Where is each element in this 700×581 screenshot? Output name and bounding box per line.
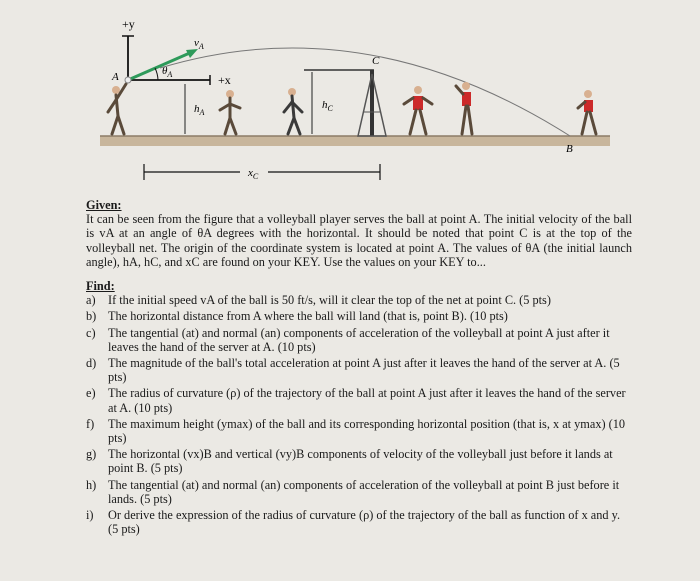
find-item-text: The magnitude of the ball's total acceleration at point A just after it leaves the hand of the server at A. (5 pts) bbox=[108, 356, 620, 385]
point-b-label: B bbox=[566, 143, 573, 155]
find-item bbox=[86, 447, 632, 475]
plus-x-label: +x bbox=[218, 73, 231, 87]
find-list bbox=[86, 293, 632, 536]
given-paragraph: It can be seen from the figure that a volleyball player serves the ball at point A. The initial velocity of the ball is vA at an angle of θA degrees with the horizontal. It should be noted that point C is at the top of the volleyball net. The origin of the coordinate system is located at point A. The values of θA (the initial launch angle), hA, hC, and xC are found on your KEY. Use the values on your KEY to... bbox=[86, 212, 632, 269]
distance-c-label: $x_C$ bbox=[248, 167, 259, 181]
find-item-text: If the initial speed vA of the ball is 50 ft/s, will it clear the top of the net at point C. (5 pts) bbox=[108, 293, 551, 308]
velocity-arrow-head bbox=[186, 49, 198, 58]
find-item bbox=[86, 309, 632, 323]
find-item bbox=[86, 417, 632, 445]
problem-text bbox=[86, 198, 632, 538]
find-item-label: e) bbox=[86, 386, 96, 401]
find-item-text: The horizontal (vx)B and vertical (vy)B components of velocity of the volleyball just before it lands at point B. (5 pts) bbox=[108, 447, 613, 476]
find-item bbox=[86, 508, 632, 536]
player-4 bbox=[404, 86, 432, 134]
find-item-text: Or derive the expression of the radius of curvature (ρ) of the trajectory of the ball as function of x and y. (5 pts) bbox=[108, 508, 621, 537]
find-heading: Find: bbox=[86, 279, 115, 294]
find-item-label: a) bbox=[86, 293, 96, 308]
player-5 bbox=[456, 82, 472, 134]
velocity-arrow bbox=[128, 52, 192, 80]
find-item bbox=[86, 293, 632, 307]
find-item-text: The maximum height (ymax) of the ball and its corresponding horizontal position (that is, x at ymax) (10 pts) bbox=[108, 416, 626, 446]
find-item-label: d) bbox=[86, 356, 97, 371]
angle-label: $\theta_A$ bbox=[162, 65, 173, 79]
find-item-label: b) bbox=[86, 309, 97, 324]
find-item-label: c) bbox=[86, 325, 96, 340]
find-item bbox=[86, 386, 632, 414]
find-item-label: f) bbox=[86, 416, 95, 431]
find-item bbox=[86, 356, 632, 384]
find-item-label: i) bbox=[86, 508, 94, 523]
player-3 bbox=[284, 88, 302, 134]
plus-y-label: +y bbox=[122, 17, 135, 31]
find-item-text: The tangential (at) and normal (an) components of acceleration of the volleyball at point A just after it leaves the hand of the server at A. (10 pts) bbox=[108, 325, 610, 354]
point-a-label: A bbox=[112, 71, 119, 83]
angle-arc bbox=[155, 68, 158, 80]
player-6 bbox=[578, 90, 596, 134]
find-item-text: The tangential (at) and normal (an) components of acceleration of the volleyball at point B just before it lands. (5 pts) bbox=[108, 477, 620, 506]
find-item-label: g) bbox=[86, 447, 97, 462]
find-item-label: h) bbox=[86, 477, 97, 492]
ball-trajectory bbox=[160, 48, 570, 136]
floor bbox=[100, 136, 610, 146]
find-item bbox=[86, 326, 632, 354]
velocity-label: $v_A$ bbox=[194, 37, 204, 51]
point-c-label: C bbox=[372, 55, 380, 67]
find-item-text: The horizontal distance from A where the ball will land (that is, point B). (10 pts) bbox=[108, 309, 508, 324]
volleyball-serve-figure bbox=[100, 8, 620, 198]
height-c-label: $h_C$ bbox=[322, 99, 333, 113]
server-player bbox=[108, 77, 131, 134]
find-item bbox=[86, 478, 632, 506]
player-2 bbox=[220, 90, 240, 134]
height-a-label: $h_A$ bbox=[194, 103, 205, 117]
find-item-text: The radius of curvature (ρ) of the trajectory of the ball at point A just after it leaves the hand of the server at A. (10 pts) bbox=[108, 386, 626, 415]
given-heading: Given: bbox=[86, 198, 122, 212]
